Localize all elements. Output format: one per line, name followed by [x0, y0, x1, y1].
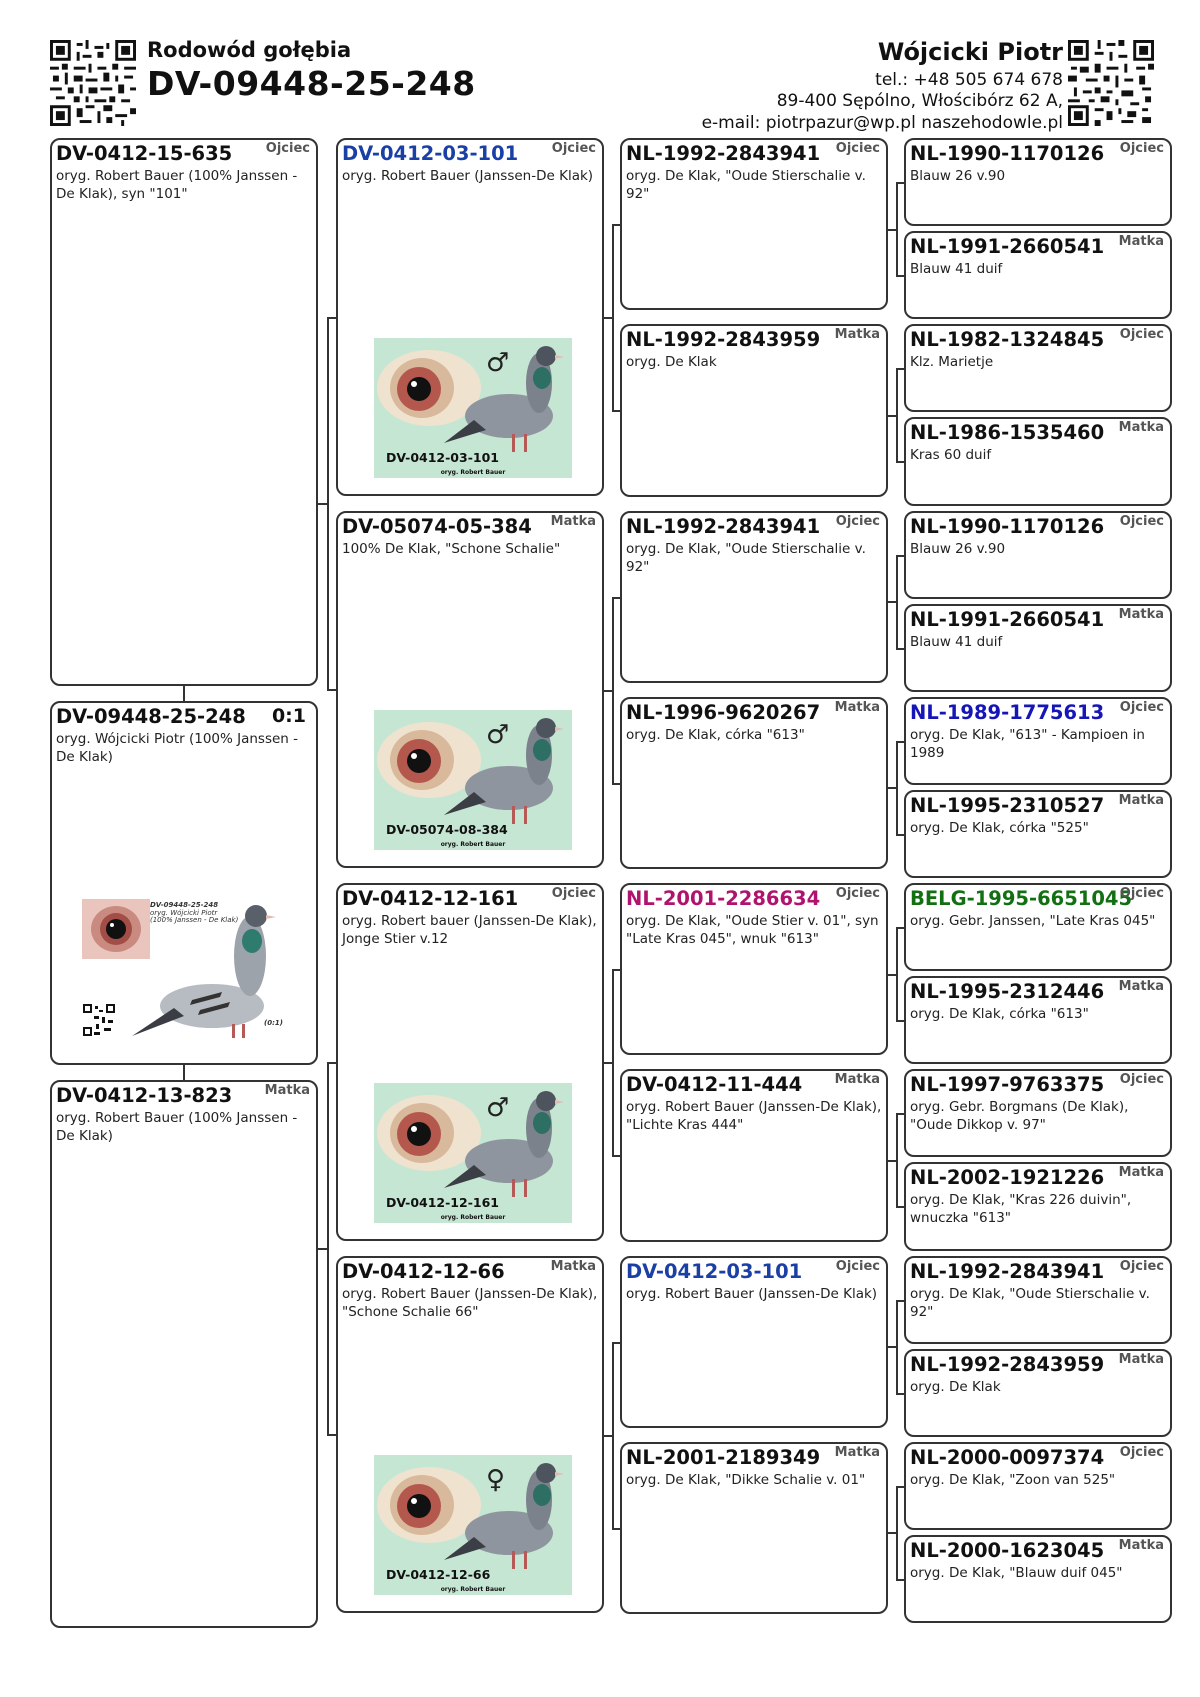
pigeon-description: 100% De Klak, "Schone Schalie"	[342, 540, 561, 557]
pedigree-gen3-card[interactable]	[620, 1069, 888, 1241]
ring-number: NL-1997-9763375	[910, 1073, 1105, 1097]
pigeon-description: oryg. De Klak, "Oude Stierschalie v. 92"	[626, 168, 866, 202]
sex-label: Matka	[1118, 420, 1164, 436]
pigeon-description: oryg. Robert Bauer (Janssen-De Klak)	[626, 1285, 878, 1302]
sex-symbol-icon: ♂	[486, 347, 510, 378]
ring-number: NL-1990-1170126	[910, 142, 1105, 165]
ring-number: DV-0412-12-66	[342, 1259, 505, 1283]
pedigree-gen4-card[interactable]	[904, 138, 1172, 226]
ring-number: NL-2000-1623045	[910, 1538, 1105, 1562]
sex-label: Ojciec	[551, 886, 596, 901]
pedigree-main-pigeon-card[interactable]	[50, 701, 318, 1065]
sex-symbol-icon: ♀	[486, 1465, 506, 1495]
pigeon-description: oryg. Wójcicki Piotr (100% Janssen - De Klak)	[56, 731, 299, 765]
ring-number: NL-1986-1535460	[910, 421, 1105, 445]
ring-number: NL-1996-9620267	[626, 700, 821, 724]
pigeon-description: oryg. De Klak	[910, 1378, 1001, 1395]
sex-label: Matka	[1118, 792, 1164, 808]
pedigree-gen3-card[interactable]	[620, 697, 888, 869]
sex-label: Matka	[550, 1258, 596, 1274]
pigeon-description: oryg. Robert bauer (Janssen-De Klak), Jonge Stier v.12	[342, 913, 597, 947]
photo-strain-label: (100% Janssen - De Klak)	[150, 916, 239, 924]
pedigree-gen4-card[interactable]	[904, 1535, 1172, 1623]
pigeon-description: oryg. Gebr. Janssen, "Late Kras 045"	[910, 913, 1156, 929]
sex-symbol-icon: ♂	[486, 1092, 510, 1123]
pedigree-gen2-card[interactable]	[336, 1256, 604, 1614]
sex-label: Matka	[834, 1072, 880, 1088]
sex-label: Ojciec	[1119, 1072, 1164, 1088]
header-ring-number: DV-09448-25-248	[147, 64, 476, 103]
pedigree-gen4-card[interactable]	[904, 1442, 1172, 1530]
sex-label: Ojciec	[1119, 513, 1164, 529]
ring-number: BELG-1995-6651045	[910, 887, 1133, 910]
pedigree-gen4-card[interactable]	[904, 604, 1172, 692]
sex-label: Matka	[1118, 1537, 1164, 1553]
ring-number: DV-09448-25-248	[56, 705, 246, 728]
pigeon-photo	[374, 1455, 572, 1595]
sex-label: Ojciec	[1119, 699, 1164, 715]
ring-number: NL-1995-2312446	[910, 980, 1105, 1004]
pigeon-description: Klz. Marietje	[910, 354, 994, 371]
pigeon-description: Blauw 41 duif	[910, 261, 1003, 278]
photo-ratio-label: (0:1)	[264, 1019, 283, 1027]
ring-number: NL-2001-2189349	[626, 1445, 821, 1469]
sex-label: Ojciec	[835, 513, 880, 529]
ring-number: NL-2000-0097374	[910, 1445, 1105, 1469]
pedigree-gen3-card[interactable]	[620, 138, 888, 310]
pedigree-gen4-card[interactable]	[904, 1349, 1172, 1437]
sex-label: Ojciec	[835, 886, 880, 901]
sex-label: Matka	[834, 327, 880, 343]
pigeon-description: oryg. De Klak, córka "525"	[910, 819, 1089, 836]
pigeon-ratio: 0:1	[271, 705, 306, 727]
pigeon-description: oryg. De Klak, "Zoon van 525"	[910, 1471, 1116, 1488]
pigeon-description: oryg. Robert Bauer (Janssen-De Klak)	[342, 168, 594, 184]
sex-label: Ojciec	[1119, 327, 1164, 343]
ring-number: DV-0412-15-635	[56, 142, 233, 165]
pedigree-gen3-card[interactable]	[620, 1442, 888, 1614]
ring-number: NL-1992-2843959	[626, 328, 821, 352]
sex-label: Matka	[1118, 234, 1164, 250]
ring-number: DV-05074-05-384	[342, 514, 532, 538]
pedigree-gen3-card[interactable]	[620, 1256, 888, 1428]
pigeon-photo	[374, 710, 572, 850]
pedigree-gen2-card[interactable]	[336, 138, 604, 496]
ring-number: NL-1991-2660541	[910, 607, 1105, 631]
photo-subcaption: oryg. Robert Bauer	[440, 468, 506, 476]
photo-caption: DV-0412-03-101	[386, 449, 499, 465]
sex-label: Ojciec	[265, 141, 310, 156]
ring-number: NL-1995-2310527	[910, 793, 1105, 817]
sex-label: Matka	[1118, 979, 1164, 995]
owner-address: 89-400 Sępólno, Włościbórz 62 A,	[776, 91, 1063, 111]
pedigree-gen4-card[interactable]	[904, 790, 1172, 878]
sex-label: Matka	[834, 699, 880, 715]
pedigree-gen4-card[interactable]	[904, 511, 1172, 599]
pedigree-gen3-card[interactable]	[620, 324, 888, 496]
sex-label: Matka	[264, 1083, 310, 1098]
sex-label: Matka	[1118, 1351, 1164, 1367]
pedigree-gen4-card[interactable]	[904, 1162, 1172, 1250]
sex-label: Ojciec	[1119, 886, 1164, 901]
sex-label: Matka	[834, 1444, 880, 1460]
sex-label: Matka	[1118, 1165, 1164, 1181]
pigeon-description: oryg. De Klak, "Oude Stierschalie v. 92"	[626, 540, 866, 575]
ring-number: DV-0412-12-161	[342, 887, 519, 910]
pedigree-gen4-card[interactable]	[904, 1069, 1172, 1157]
sex-label: Matka	[550, 513, 596, 529]
ring-number: NL-1990-1170126	[910, 514, 1105, 538]
pigeon-description: oryg. De Klak, córka "613"	[626, 726, 805, 743]
ring-number: NL-1982-1324845	[910, 328, 1105, 352]
qr-code-left	[50, 40, 136, 126]
pigeon-description: oryg. Robert Bauer (100% Janssen - De Klak), syn "101"	[56, 168, 298, 202]
pigeon-description: Kras 60 duif	[910, 447, 992, 464]
sex-label: Ojciec	[1119, 141, 1164, 156]
pigeon-description: Blauw 41 duif	[910, 633, 1003, 650]
ring-number: NL-2002-1921226	[910, 1166, 1105, 1190]
sex-label: Ojciec	[835, 1258, 880, 1274]
ring-number: DV-0412-03-101	[342, 142, 519, 165]
pigeon-description: Blauw 26 v.90	[910, 168, 1006, 184]
photo-caption: DV-0412-12-161	[386, 1194, 499, 1210]
ring-number: NL-1992-2843941	[626, 142, 821, 165]
pedigree-gen4-card[interactable]	[904, 417, 1172, 505]
pedigree-gen3-card[interactable]	[620, 511, 888, 683]
photo-caption: DV-0412-12-66	[386, 1567, 491, 1582]
ring-number: NL-1992-2843959	[910, 1352, 1105, 1376]
ring-number: NL-1991-2660541	[910, 235, 1105, 259]
qr-code-right	[1068, 40, 1154, 126]
sex-symbol-icon: ♂	[486, 720, 510, 750]
pedigree-gen3-card[interactable]	[620, 883, 888, 1055]
pedigree-gen4-card[interactable]	[904, 883, 1172, 971]
sex-label: Ojciec	[835, 141, 880, 156]
pigeon-photo	[374, 338, 572, 478]
pedigree-gen2-card[interactable]	[336, 511, 604, 869]
pedigree-gen4-card[interactable]	[904, 976, 1172, 1064]
owner-name: Wójcicki Piotr	[877, 38, 1063, 66]
ring-number: NL-1992-2843941	[910, 1259, 1105, 1283]
qr-code-right-icon	[1068, 40, 1154, 126]
owner-phone: tel.: +48 505 674 678	[875, 70, 1063, 90]
ring-number: NL-1989-1775613	[910, 700, 1105, 724]
ring-number: NL-1992-2843941	[626, 514, 821, 538]
pedigree-gen2-card[interactable]	[336, 883, 604, 1241]
pedigree-gen4-card[interactable]	[904, 1256, 1172, 1344]
pigeon-description: oryg. De Klak, "613" - Kampioen in 1989	[910, 726, 1145, 761]
owner-email: e-mail: piotrpazur@wp.pl naszehodowle.pl	[701, 113, 1063, 133]
photo-subcaption: oryg. Robert Bauer	[440, 841, 506, 848]
pedigree-gen4-card[interactable]	[904, 697, 1172, 785]
sex-label: Ojciec	[1119, 1444, 1164, 1460]
photo-ring-label: DV-09448-25-248	[150, 901, 219, 909]
pigeon-photo	[374, 1083, 572, 1223]
pedigree-gen4-card[interactable]	[904, 231, 1172, 319]
document-title: Rodowód gołębia	[147, 38, 352, 62]
pedigree-father-card[interactable]	[50, 138, 318, 686]
pigeon-description: oryg. De Klak, "Blauw duif 045"	[910, 1564, 1123, 1581]
pigeon-description: oryg. Robert Bauer (100% Janssen - De Klak)	[56, 1110, 298, 1144]
pigeon-description: oryg. De Klak, "Oude Stierschalie v. 92"	[910, 1285, 1150, 1320]
ring-number: DV-0412-13-823	[56, 1084, 233, 1107]
ring-number: NL-2001-2286634	[626, 887, 821, 910]
main-pigeon-photo	[82, 896, 292, 1051]
sex-label: Ojciec	[551, 141, 596, 156]
photo-subcaption: oryg. Robert Bauer	[440, 1586, 506, 1593]
pigeon-description: oryg. Gebr. Borgmans (De Klak), "Oude Dikkop v. 97"	[910, 1099, 1129, 1134]
pigeon-description: oryg. De Klak, córka "613"	[910, 1006, 1089, 1023]
pigeon-description: oryg. Robert Bauer (Janssen-De Klak), "Lichte Kras 444"	[626, 1099, 882, 1134]
pigeon-description: oryg. De Klak	[626, 354, 717, 371]
ring-number: DV-0412-11-444	[626, 1073, 803, 1097]
photo-owner-label: oryg. Wójcicki Piotr	[150, 909, 218, 917]
qr-code-left-icon	[50, 40, 136, 126]
pigeon-description: Blauw 26 v.90	[910, 540, 1006, 557]
photo-caption: DV-05074-08-384	[386, 822, 508, 837]
pigeon-description: oryg. Robert Bauer (Janssen-De Klak), "Schone Schalie 66"	[342, 1285, 598, 1320]
pigeon-description: oryg. De Klak, "Oude Stier v. 01", syn "Late Kras 045", wnuk "613"	[626, 913, 879, 947]
ring-number: DV-0412-03-101	[626, 1259, 803, 1283]
pigeon-description: oryg. De Klak, "Dikke Schalie v. 01"	[626, 1471, 866, 1488]
sex-label: Ojciec	[1119, 1258, 1164, 1274]
pedigree-gen4-card[interactable]	[904, 324, 1172, 412]
photo-subcaption: oryg. Robert Bauer	[440, 1213, 506, 1221]
sex-label: Matka	[1118, 606, 1164, 622]
pedigree-mother-card[interactable]	[50, 1080, 318, 1628]
pigeon-description: oryg. De Klak, "Kras 226 duivin", wnuczka "613"	[910, 1192, 1132, 1227]
